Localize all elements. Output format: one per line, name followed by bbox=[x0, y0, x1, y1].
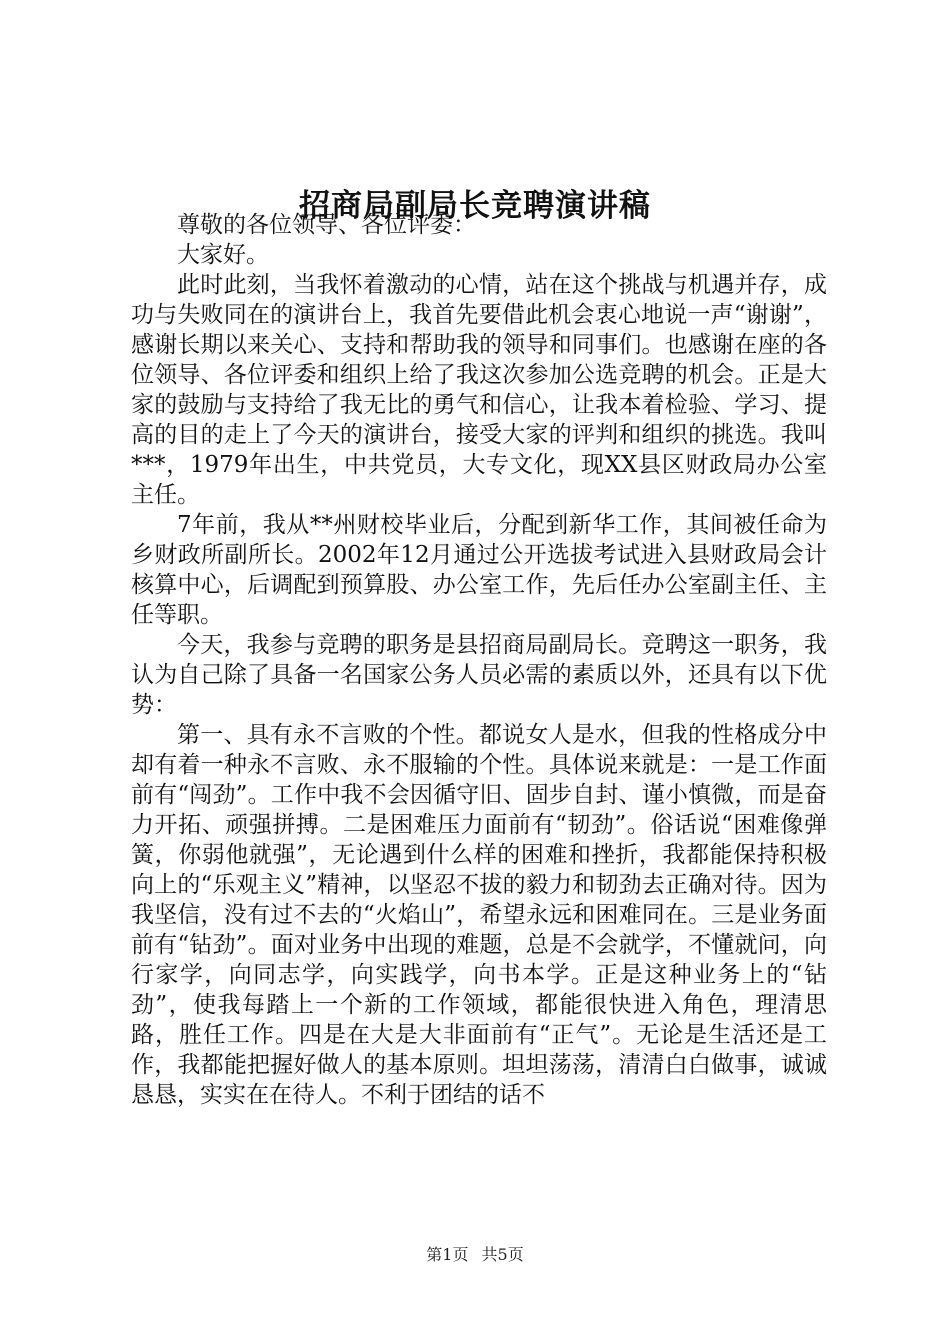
position-paragraph: 今天，我参与竞聘的职务是县招商局副局长。竞聘这一职务，我认为自己除了具备一名国家公务人员必需的素质以外，还具有以下优势： bbox=[131, 632, 827, 718]
document-title: 招商局副局长竞聘演讲稿 bbox=[299, 188, 651, 224]
intro-paragraph: 此时此刻，当我怀着激动的心情，站在这个挑战与机遇并存，成功与失败同在的演讲台上，我首先要借此机会衷心地说一声“谢谢”，感谢长期以来关心、支持和帮助我的领导和同事们。也感谢在座的各位领导、各位评委和组织上给了我这次参加公选竞聘的机会。正是大家的鼓励与支持给了我无比的勇气和信心，让我本着检验、学习、提高的目的走上了今天的演讲台，接受大家的评判和组织的挑选。我叫***，1979年出生，中共党员，大专文化，现XX县区财政局办公室主任。 bbox=[131, 272, 827, 508]
background-paragraph: 7年前，我从**州财校毕业后，分配到新华工作，其间被任命为乡财政所副所长。2002年12月通过公开选拔考试进入县财政局会计核算中心，后调配到预算股、办公室工作，先后任办公室副主任、主任等职。 bbox=[131, 512, 827, 628]
advantage-paragraph: 第一、具有永不言败的个性。都说女人是水，但我的性格成分中却有着一种永不言败、永不服输的个性。具体说来就是：一是工作面前有“闯劲”。工作中我不会因循守旧、固步自封、谨小慎微，而是奋力开拓、顽强拼搏。二是困难压力面前有“韧劲”。俗话说“困难像弹簧，你弱他就强”，无论遇到什么样的困难和挫折，我都能保持积极向上的“乐观主义”精神，以坚忍不拔的毅力和韧劲去正确对待。因为我坚信，没有过不去的“火焰山”，希望永远和困难同在。三是业务面前有“钻劲”。面对业务中出现的难题，总是不会就学，不懂就问，向行家学，向同志学，向实践学，向书本学。正是这种业务上的“钻劲”，使我每踏上一个新的工作领域，都能很快进入角色，理清思路，胜任工作。四是在大是大非面前有“正气”。无论是生活还是工作，我都能把握好做人的基本原则。坦坦荡荡，清清白白做事，诚诚恳恳，实实在在待人。不利于团结的话不 bbox=[131, 722, 827, 1108]
document-body bbox=[131, 210, 827, 1110]
page-number: 第1页 bbox=[426, 1245, 469, 1264]
page-total: 共5页 bbox=[481, 1245, 524, 1264]
greeting-paragraph: 大家好。 bbox=[177, 242, 269, 268]
salutation-paragraph: 尊敬的各位领导、各位评委： bbox=[177, 212, 476, 238]
page-footer bbox=[0, 1244, 950, 1266]
